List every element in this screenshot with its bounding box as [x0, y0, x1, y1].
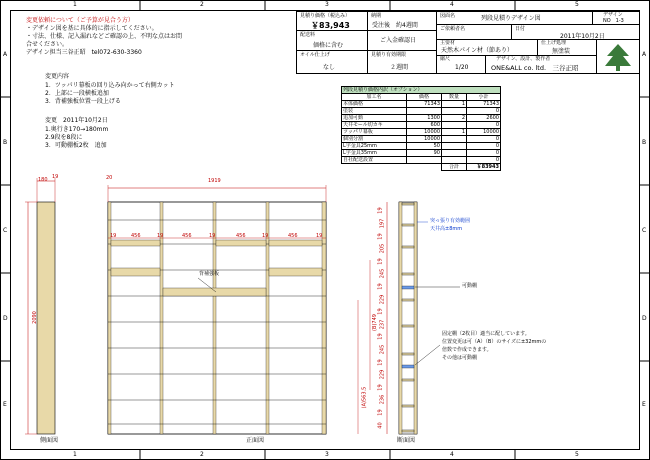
oil-value: なし: [323, 64, 336, 71]
request-line: ・デザイン図を基に具体的に指示してください。: [26, 25, 158, 32]
drawing-name: 列段見積りデザイン図: [481, 15, 541, 22]
col-header: 小計: [467, 94, 501, 101]
bay-dim: 19: [157, 233, 164, 239]
shipping-value: 価格に含む: [313, 42, 344, 49]
cell-subtotal: 0: [467, 108, 501, 115]
cell-subtotal: 2600: [467, 115, 501, 122]
validity-label: 見積り有効期限: [371, 52, 407, 58]
change-item: 1．ツッパリ幕板の回り込み向かって右側カット: [45, 82, 175, 89]
cell-qty: 2: [442, 115, 467, 122]
section-dim: 19: [377, 207, 384, 214]
section-dim: 40: [377, 422, 384, 429]
design-no: NO 1-3: [603, 18, 624, 24]
cell-price: 50: [407, 143, 442, 150]
design-no-label: デザイン: [603, 12, 623, 18]
cell-name: 追加可動: [342, 115, 407, 122]
section-dim: 236: [379, 395, 386, 405]
cell-subtotal: 0: [467, 143, 501, 150]
bay-dim: 19: [110, 233, 117, 239]
col-number: 2: [200, 1, 204, 8]
dim-side-depth: 180: [38, 177, 48, 183]
revision-title: 変更 2011年10月2日: [45, 117, 108, 124]
row-letter: D: [3, 315, 8, 322]
row-letter: D: [642, 315, 647, 322]
finish-label: 仕上げ処理: [541, 40, 567, 46]
scale-value: 1/20: [455, 64, 469, 71]
section-dim: 229: [379, 294, 386, 304]
adjust-label: 突っ張り有効範囲: [430, 218, 471, 224]
col-header: 数量: [442, 94, 467, 101]
row-letter: C: [3, 227, 8, 234]
bay-dim: 456: [182, 233, 192, 239]
movable-label: 可動棚: [462, 283, 478, 289]
front-view-label: 正面図: [246, 437, 265, 444]
material-label: 主要材: [440, 40, 456, 46]
col-number: 2: [200, 451, 204, 458]
section-dim: 237: [379, 319, 386, 330]
cell-price: 10000: [407, 136, 442, 143]
dim-height: 2090: [31, 311, 38, 324]
col-number: 5: [575, 1, 579, 8]
date-label: 日付: [515, 26, 526, 32]
bay-dim: 19: [209, 233, 216, 239]
section-dim: 19: [377, 384, 384, 391]
col-number: 4: [450, 1, 454, 8]
fixed-shelf-note: 倍数で作成できます。: [442, 347, 492, 353]
cell-name: 塗装: [342, 108, 407, 115]
section-a: (A)563.5: [361, 386, 368, 409]
section-dim: 205: [379, 243, 386, 254]
back-panel-label: 背補強板: [199, 271, 220, 277]
estimate-value: ￥83,943: [311, 21, 350, 30]
cell-price: 90: [407, 150, 442, 157]
change-item: 2．上部に一段横板追加: [45, 90, 109, 97]
section-dim: 19: [377, 232, 384, 240]
dim-side-19: 19: [52, 174, 59, 180]
cell-qty: 1: [442, 129, 467, 136]
cell-name: 自社配送設置: [342, 157, 407, 164]
section-dim: 229: [379, 369, 386, 380]
section-dim: 19: [377, 258, 384, 265]
front-view: [108, 185, 326, 434]
cell-name: 本体価格: [342, 101, 407, 108]
col-number: 5: [575, 451, 579, 458]
cell-name: L字金具25mm: [342, 143, 407, 150]
bay-dim: 456: [236, 233, 246, 239]
cell-price: 71343: [407, 101, 442, 108]
estimate-title: 列段見積り価格内訳（オプション）: [342, 87, 501, 94]
drawing-name-label: 図面名: [440, 13, 456, 19]
cell-name: 天井モール切カキ: [342, 122, 407, 129]
cell-subtotal: 0: [467, 157, 501, 164]
finish-value: 無塗装: [552, 48, 571, 55]
delivery-label: 納期: [371, 13, 382, 19]
cell-name: L字金具35mm: [342, 150, 407, 157]
fixed-shelf-note: その他は可動棚: [442, 355, 478, 361]
oil-label: オイル仕上げ: [300, 52, 330, 58]
col-number: 4: [450, 451, 454, 458]
section-dim: 19: [377, 333, 384, 341]
change-item: 3．背補強板位置一段上げる: [45, 98, 121, 105]
section-dim: 19: [377, 283, 384, 290]
col-number: 3: [325, 451, 329, 458]
scale-label: 縮尺: [440, 56, 451, 62]
maker-value: ONE&ALL co. ltd. 三谷正昭: [491, 64, 579, 72]
request-line: ・寸法、仕様、記入漏れなどご確認の上、不明な点はお問: [26, 33, 183, 40]
col-number: 3: [325, 1, 329, 8]
row-letter: A: [3, 51, 8, 58]
section-dim: 245: [379, 269, 386, 279]
confirm-value: ご入金確認日: [380, 37, 417, 44]
shipping-label: 配送料: [300, 32, 316, 38]
section-dim: 197: [379, 218, 386, 229]
col-header: 価格: [407, 94, 442, 101]
total-value: ￥83943: [467, 164, 501, 171]
cell-name: ツッパリ幕板: [342, 129, 407, 136]
row-letter: A: [642, 51, 647, 58]
fixed-shelf-note: 固定棚（2枚目）適当に配しています。: [442, 331, 530, 337]
section-dim: 245: [379, 344, 386, 355]
cell-subtotal: 71343: [467, 101, 501, 108]
cell-subtotal: 10000: [467, 129, 501, 136]
delivery-value: 受注後 約4週間: [372, 22, 418, 29]
section-b: (B)749: [371, 314, 378, 331]
fixed-shelf-note: 位置変更は可（A）（B）のサイズに±32mmの: [442, 339, 547, 345]
row-letter: B: [642, 139, 647, 146]
dim-top-20: 20: [106, 175, 113, 181]
validity-value: ２週間: [390, 64, 409, 71]
section-view-label: 断面図: [397, 437, 416, 444]
section-dim: 19: [377, 308, 384, 315]
cell-name: 個別分割: [342, 136, 407, 143]
bay-dim: 456: [288, 233, 298, 239]
cell-qty: 1: [442, 101, 467, 108]
col-number: 1: [73, 1, 77, 8]
dim-width: 1919: [208, 178, 221, 184]
request-title: 変更依頼について（ご予算が見合う方）: [26, 17, 134, 24]
customer-label: ご依頼者名: [440, 26, 466, 32]
bay-dim: 19: [262, 233, 269, 239]
cell-subtotal: 0: [467, 150, 501, 157]
request-line: 合せください。: [26, 41, 69, 48]
side-view: [25, 178, 55, 434]
total-label: 合計: [442, 164, 467, 171]
row-letter: C: [642, 227, 647, 234]
row-letter: B: [3, 139, 8, 146]
designer-contact: デザイン担当三谷正昭 tel072-630-3360: [26, 49, 142, 56]
section-dim: 19: [377, 358, 384, 366]
date-value: 2011年10月2日: [560, 33, 605, 40]
side-view-label: 側面図: [40, 437, 59, 444]
row-letter: E: [3, 401, 7, 408]
row-letter: E: [642, 401, 646, 408]
estimate-label: 見積り価格（税込み）: [300, 13, 351, 19]
bay-dim: 19: [316, 233, 323, 239]
cell-price: 10000: [407, 129, 442, 136]
cell-price: 1300: [407, 115, 442, 122]
changes-title: 変更内容: [45, 73, 70, 80]
col-number: 1: [73, 451, 77, 458]
cell-subtotal: 0: [467, 122, 501, 129]
bay-dim: 456: [131, 233, 141, 239]
ceiling-label: 天井高±8mm: [430, 226, 463, 232]
section-dim: 19: [377, 409, 384, 416]
revision-item: 3．可動棚板2枚 追加: [45, 142, 107, 149]
cell-price: 600: [407, 122, 442, 129]
cell-subtotal: 0: [467, 136, 501, 143]
material-value: 天然木パイン材（節あり）: [441, 47, 514, 54]
col-header: 加工名: [342, 94, 407, 101]
revision-item: 1.奥行き170→180mm: [45, 126, 109, 133]
revision-item: 2.9段を8段に: [45, 134, 83, 141]
maker-label: デザイン、設計、製作者: [496, 56, 551, 62]
